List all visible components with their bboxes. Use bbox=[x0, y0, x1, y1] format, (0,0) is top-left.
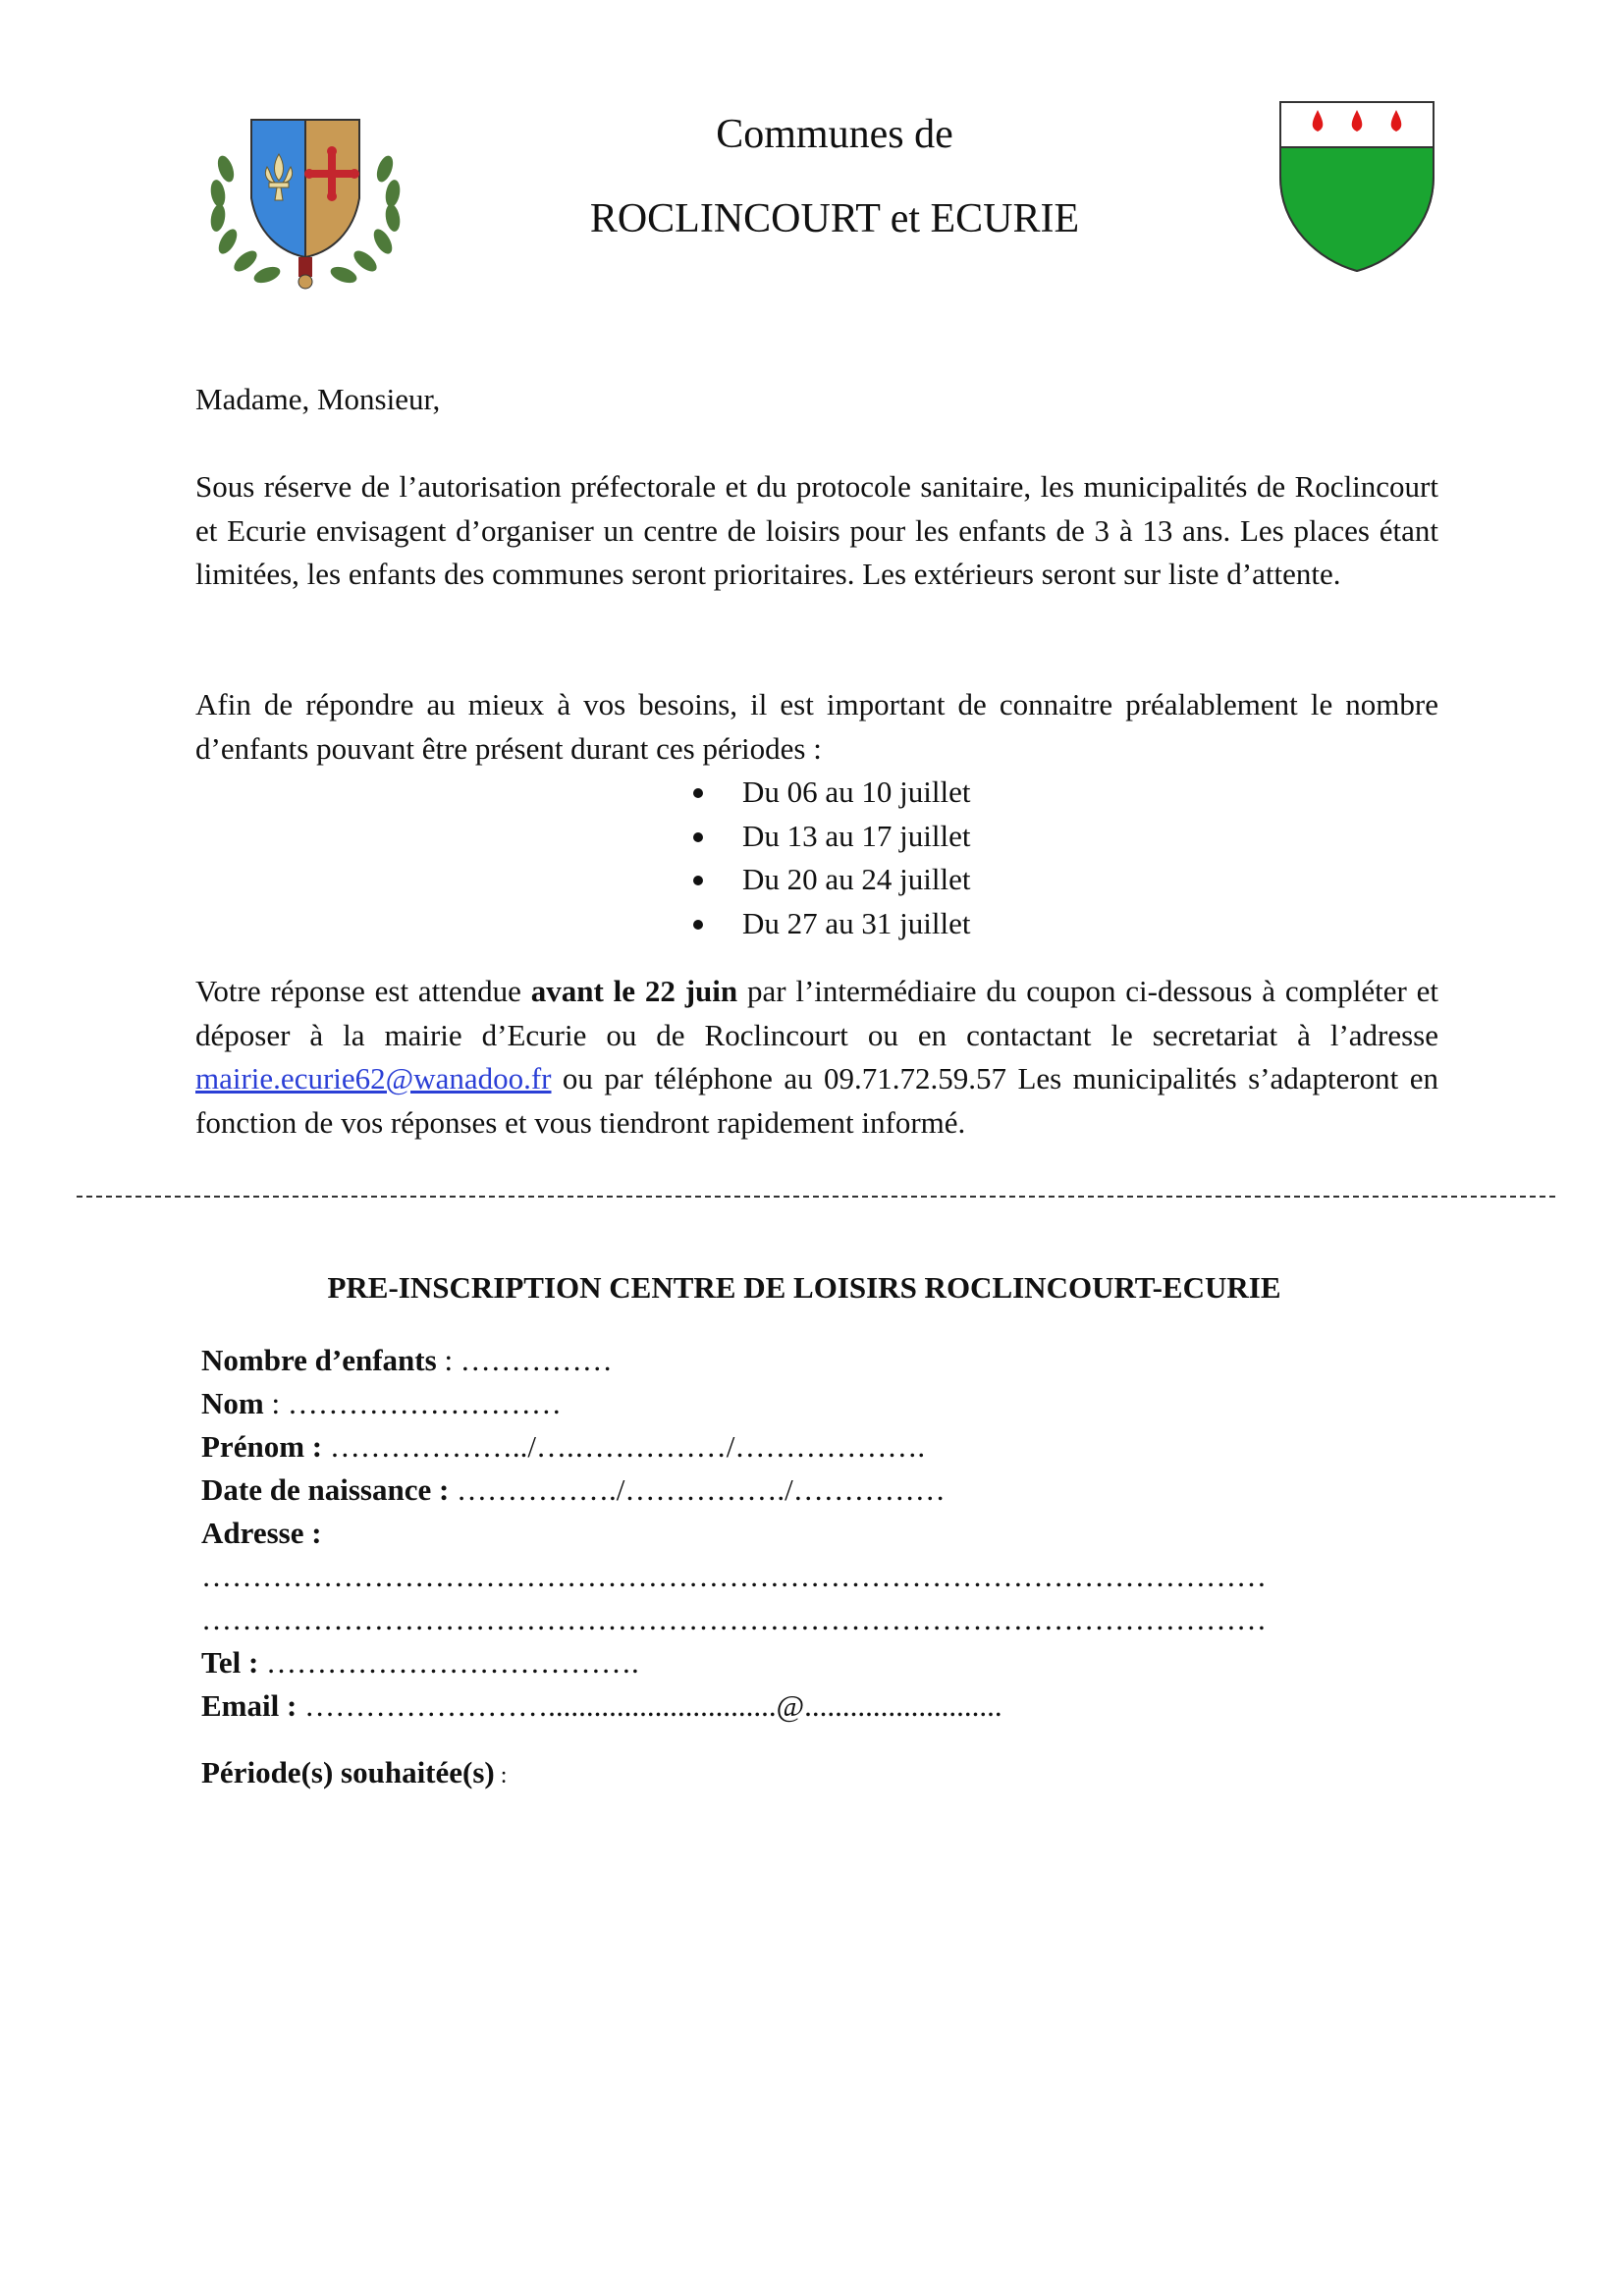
field-label: Prénom : bbox=[201, 1429, 323, 1464]
field-address bbox=[201, 1512, 322, 1555]
paragraph-intro: Sous réserve de l’autorisation préfectorale et du protocole sanitaire, les municipalités de Roclincourt et Ecurie envisagent d’organiser un centre de loisirs pour les enfants de 3 à 13 ans. Les places étant limitées, les enfants des communes seront prioritaires. Les extérieurs seront sur liste d’attente. bbox=[195, 469, 1438, 591]
paragraph-response bbox=[195, 970, 1438, 1145]
periods-list bbox=[687, 771, 970, 945]
field-label: Période(s) souhaitée(s) bbox=[201, 1755, 495, 1789]
response-text-b: par l’intermédiaire du coupon ci-dessous à compléter et déposer à la mairie d’Ecurie ou de Roclincourt ou en contactant le secretariat à l’adresse bbox=[195, 974, 1439, 1052]
period-item: Du 27 au 31 juillet bbox=[687, 902, 970, 946]
period-item: Du 20 au 24 juillet bbox=[687, 858, 970, 902]
email-link[interactable]: mairie.ecurie62@wanadoo.fr bbox=[195, 1061, 552, 1095]
response-text-c: ou par téléphone au 09.71.72.59.57 Les municipalités s’adapteront en fonction de vos réponses et vous tiendront rapidement informé. bbox=[195, 1061, 1438, 1140]
ecurie-coat-of-arms bbox=[1278, 98, 1435, 275]
address-line-2: …………………………………………………………………………………………… bbox=[201, 1602, 1267, 1636]
field-label: Tel : bbox=[201, 1645, 259, 1680]
field-label: Nombre d’enfants bbox=[201, 1343, 437, 1377]
paragraph-needs: Afin de répondre au mieux à vos besoins, il est important de connaitre préalablement le nombre d’enfants pouvant être présent durant ces périodes : bbox=[195, 687, 1438, 766]
response-text-a: Votre réponse est attendue bbox=[195, 974, 531, 1008]
field-label: Date de naissance : bbox=[201, 1472, 450, 1507]
field-birth-date bbox=[201, 1468, 946, 1512]
roclincourt-coat-of-arms bbox=[196, 110, 414, 293]
deadline-text: avant le 22 juin bbox=[530, 974, 738, 1008]
period-item: Du 13 au 17 juillet bbox=[687, 815, 970, 859]
address-line-1: …………………………………………………………………………………………… bbox=[201, 1559, 1267, 1593]
header-town-names: ROCLINCOURT et ECURIE bbox=[589, 196, 1080, 241]
field-label: Nom bbox=[201, 1386, 264, 1420]
period-item: Du 06 au 10 juillet bbox=[687, 771, 970, 815]
field-blank: : ……………………… bbox=[263, 1386, 562, 1420]
field-email bbox=[201, 1684, 1002, 1728]
field-periods-wanted bbox=[201, 1751, 507, 1797]
cut-line-separator bbox=[77, 1196, 1555, 1198]
field-colon: : bbox=[494, 1763, 508, 1789]
field-last-name bbox=[201, 1382, 562, 1425]
field-blank: ……………………..............................@.......................... bbox=[297, 1688, 1002, 1723]
field-blank: : …………… bbox=[436, 1343, 613, 1377]
salutation: Madame, Monsieur, bbox=[195, 382, 441, 416]
field-blank: ………………../….……………/………………. bbox=[322, 1429, 926, 1464]
field-blank: ………………………………. bbox=[258, 1645, 639, 1680]
field-children-count bbox=[201, 1339, 613, 1382]
header-communes: Communes de bbox=[716, 112, 953, 157]
form-title: PRE-INSCRIPTION CENTRE DE LOISIRS ROCLINCOURT-ECURIE bbox=[327, 1270, 1281, 1305]
field-phone bbox=[201, 1641, 639, 1684]
field-blank: ……………./……………./…………… bbox=[449, 1472, 946, 1507]
field-label: Adresse : bbox=[201, 1516, 322, 1550]
field-label: Email : bbox=[201, 1688, 298, 1723]
field-first-name bbox=[201, 1425, 925, 1468]
